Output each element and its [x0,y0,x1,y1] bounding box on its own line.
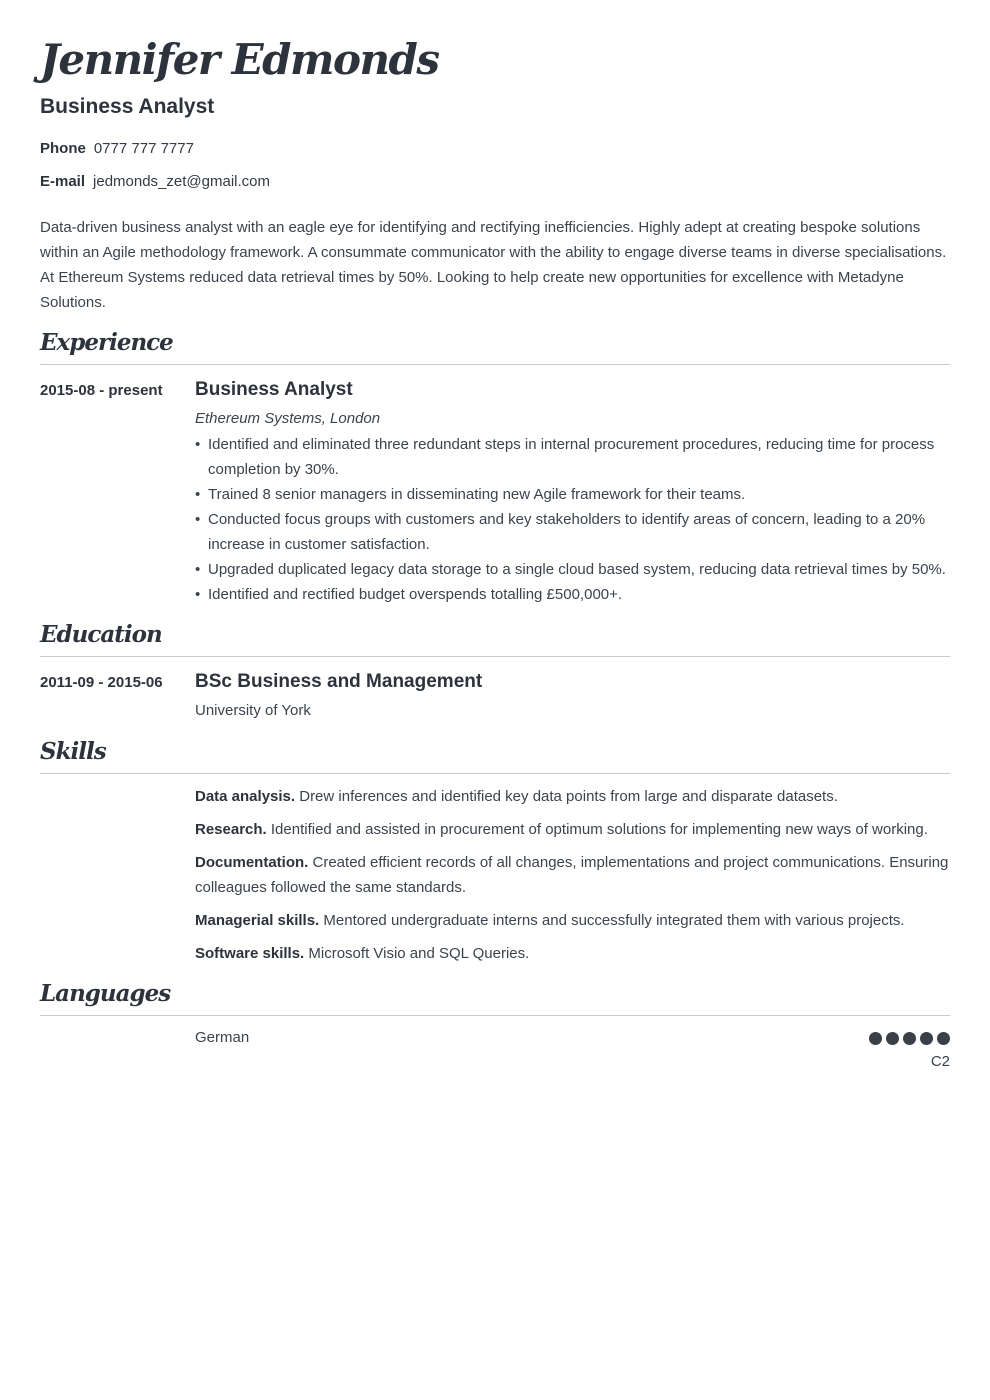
languages-heading [40,981,950,1016]
rating-dot [903,1032,916,1045]
skill-desc: Mentored undergraduate interns and successfully integrated them with various projects. [323,912,905,929]
languages-heading-text: Languages [40,980,171,1007]
rating-dot [920,1032,933,1045]
list-item: • Identified and rectified budget overspends totalling £500,000+. [195,582,950,607]
skill-desc: Drew inferences and identified key data points from large and disparate datasets. [299,788,838,805]
skill-item [195,908,955,933]
phone-row [40,139,194,159]
skill-name: Documentation. [195,854,309,871]
language-rating [869,1032,950,1045]
skill-item [195,817,955,842]
skill-item [195,941,955,966]
skill-item [195,784,955,809]
experience-bullets [195,432,950,607]
education-degree: BSc Business and Management [195,671,483,692]
email-row [40,172,270,192]
skill-desc: Identified and assisted in procurement of optimum solutions for implementing new ways of working. [270,821,928,838]
skill-name: Software skills. [195,945,305,962]
skills-heading [40,739,950,774]
rating-dot [937,1032,950,1045]
skill-item [195,850,955,900]
education-school: University of York [195,702,311,719]
education-heading [40,622,950,657]
phone-label: Phone [40,140,86,157]
experience-job-title: Business Analyst [195,379,353,400]
skill-name: Data analysis. [195,788,296,805]
experience-heading-text: Experience [40,329,173,356]
education-heading-text: Education [40,621,162,648]
job-title: Business Analyst [40,95,215,118]
experience-heading [40,330,950,365]
rating-dot [886,1032,899,1045]
list-item: • Conducted focus groups with customers and key stakeholders to identify areas of concern, leading to a 20% increase in customer satisfaction. [195,507,950,557]
education-date: 2011-09 - 2015-06 [40,674,163,691]
skill-name: Research. [195,821,267,838]
skills-heading-text: Skills [40,738,106,765]
candidate-name: Jennifer Edmonds [40,35,439,84]
list-item: • Upgraded duplicated legacy data storage to a single cloud based system, reducing data retrieval times by 50%. [195,557,950,582]
email-label: E-mail [40,173,86,190]
experience-company: Ethereum Systems, London [195,410,381,427]
email-value: jedmonds_zet@gmail.com [93,173,270,190]
language-name: German [195,1029,250,1046]
experience-date: 2015-08 - present [40,382,163,399]
profile-summary: Data-driven business analyst with an eagle eye for identifying and rectifying inefficiencies. Highly adept at creating bespoke solutions within an Agile methodology framework. A consummate communicator with the ability to engage diverse teams in diverse specialisations. At Ethereum Systems reduced data retrieval times by 50%. Looking to help create new opportunities for excellence with Metadyne Solutions. [40,219,947,311]
phone-value: 0777 777 7777 [93,140,194,157]
skill-name: Managerial skills. [195,912,320,929]
skill-desc: Microsoft Visio and SQL Queries. [308,945,530,962]
list-item: • Identified and eliminated three redundant steps in internal procurement procedures, reducing time for process completion by 30%. [195,432,950,482]
skills-list [195,784,955,974]
language-level: C2 [930,1053,950,1070]
skill-desc: Created efficient records of all changes, implementations and project communications. Ensuring colleagues followed the same standards. [195,854,949,896]
rating-dot [869,1032,882,1045]
list-item: • Trained 8 senior managers in disseminating new Agile framework for their teams. [195,482,950,507]
